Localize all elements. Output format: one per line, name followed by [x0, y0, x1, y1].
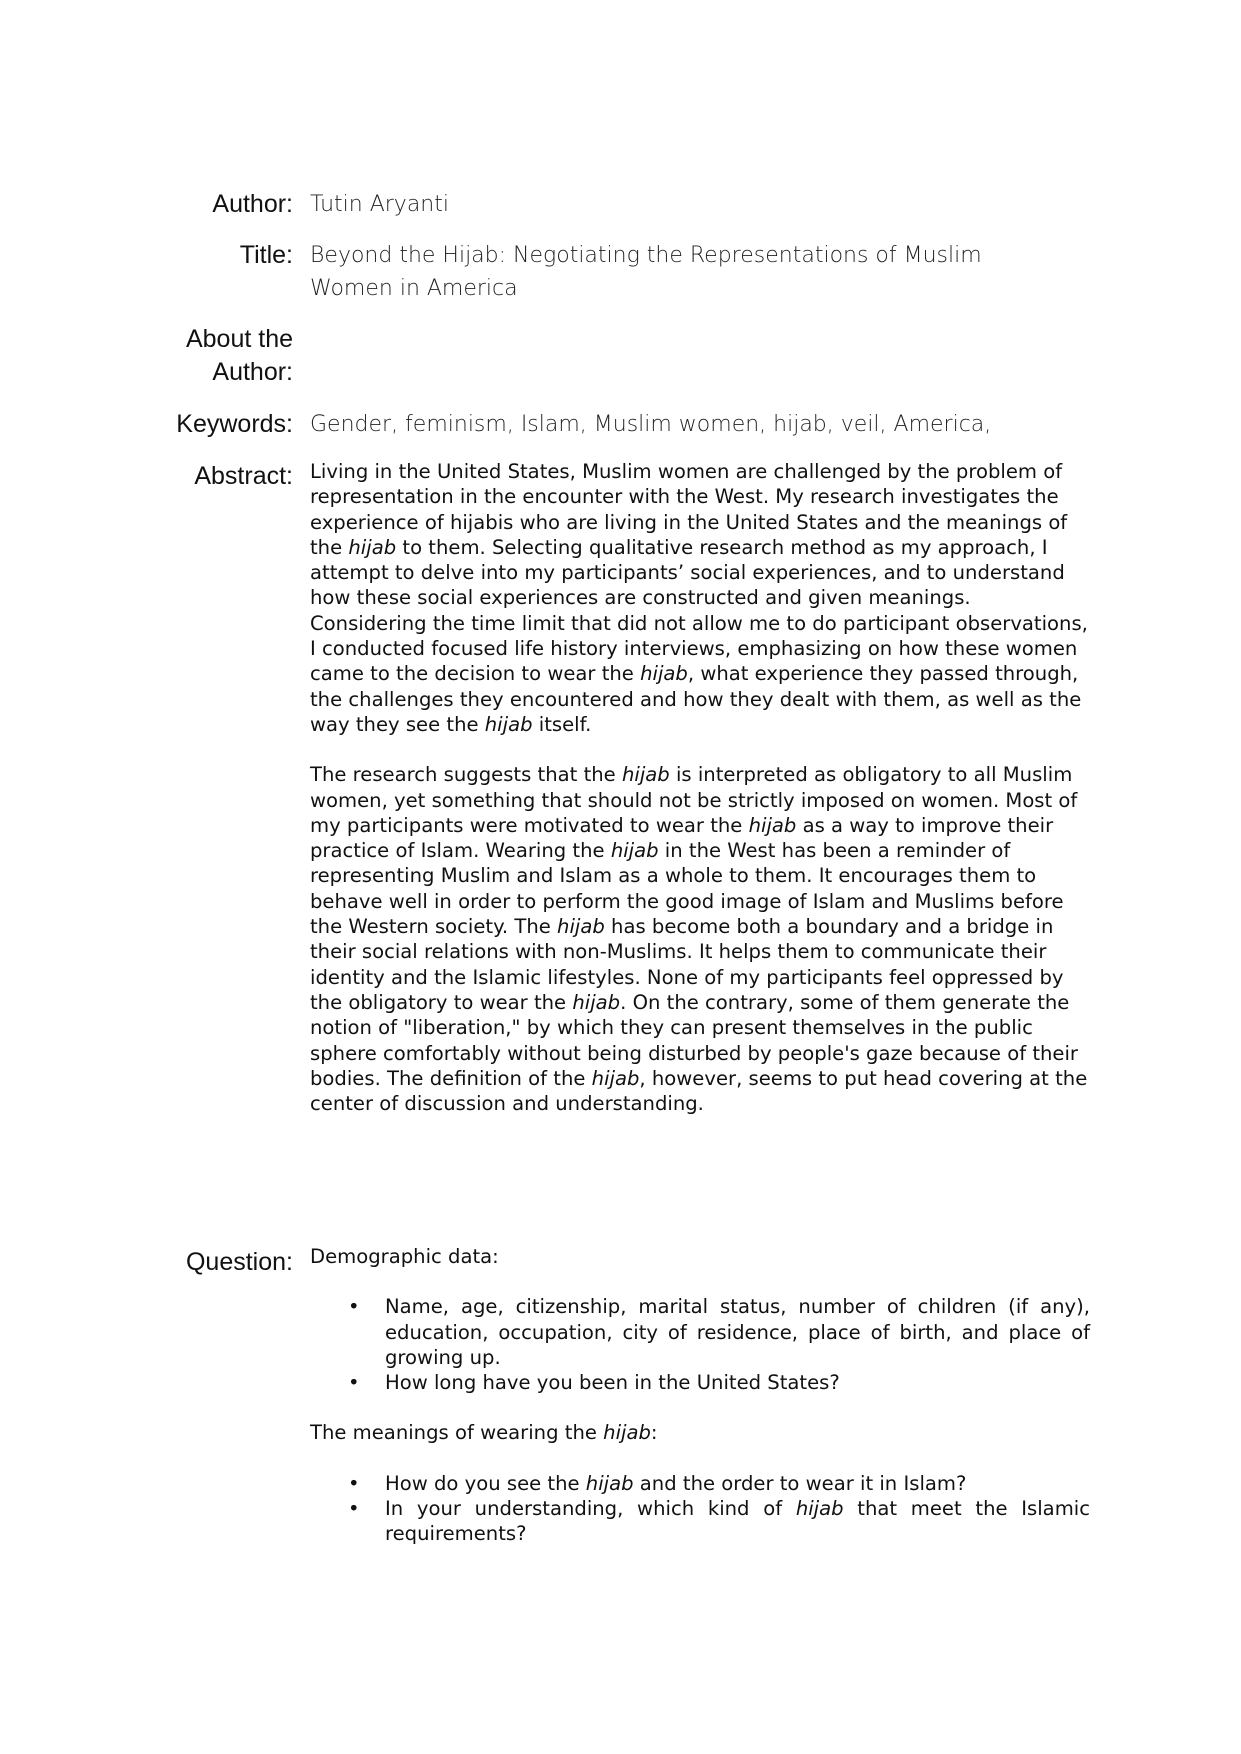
author-value: Tutin Aryanti [310, 192, 449, 217]
about-author-label-line-1: About the [185, 325, 293, 353]
hijab-emphasis: hijab [610, 839, 659, 863]
abstract-paragraph-1: Living in the United States, Muslim women are challenged by the problem of representation in the encounter with the West. My research investigates the experience of hijabis who are living in the United States and the meanings of the hijab to them. Selecting qualitative research method as my approach, I attempt to delve into my participants’ social experiences, and to understand how these social experiences are constructed and given meanings. Considering the time limit that did not allow me to do participant observations, I conducted focused life history interviews, emphasizing on how these women came to the decision to wear the hijab, what experience they passed through, the challenges they encountered and how they dealt with them, as well as the way they see the hijab itself. [310, 460, 1088, 736]
demographic-heading: Demographic data: [310, 1245, 499, 1268]
title-value [310, 239, 1090, 305]
list-item: • How long have you been in the United States? [310, 1370, 1090, 1395]
hijab-emphasis: hijab [621, 763, 670, 787]
list-item: • In your understanding, which kind of hijab that meet the Islamic requirements? [310, 1496, 1090, 1547]
list-item: • Name, age, citizenship, marital status, number of children (if any), education, occupation, city of residence, place of birth, and place of growing up. [310, 1294, 1090, 1370]
keywords-label: Keywords: [176, 410, 293, 438]
question-body [310, 1244, 1090, 1547]
title-label: Title: [239, 241, 293, 269]
hijab-emphasis: hijab [572, 990, 621, 1014]
hijab-emphasis: hijab [603, 1421, 651, 1445]
hijab-emphasis: hijab [795, 1497, 844, 1521]
hijab-emphasis: hijab [591, 1066, 640, 1090]
question-label: Question: [185, 1248, 293, 1276]
author-label: Author: [212, 190, 293, 218]
title-line-1: Beyond the Hijab: Negotiating the Representations of Muslim [310, 243, 982, 268]
hijab-emphasis: hijab [484, 712, 533, 736]
title-line-2: Women in America [310, 276, 518, 301]
demographic-list [310, 1294, 1090, 1395]
meanings-heading: The meanings of wearing the hijab: [310, 1421, 658, 1445]
meanings-list [310, 1471, 1090, 1547]
abstract-paragraph-2: The research suggests that the hijab is interpreted as obligatory to all Muslim women, yet something that should not be strictly imposed on women. Most of my participants were motivated to wear the hijab as a way to improve their practice of Islam. Wearing the hijab in the West has been a reminder of representing Muslim and Islam as a whole to them. It encourages them to behave well in order to perform the good image of Islam and Muslims before the Western society. The hijab has become both a boundary and a bridge in their social relations with non-Muslims. It helps them to communicate their identity and the Islamic lifestyles. None of my participants feel oppressed by the obligatory to wear the hijab. On the contrary, some of them generate the notion of "liberation," by which they can present themselves in the public sphere comfortably without being disturbed by people's gaze because of their bodies. The definition of the hijab, however, seems to put head covering at the center of discussion and understanding. [310, 763, 1088, 1116]
abstract-label: Abstract: [194, 462, 293, 490]
abstract-body [310, 459, 1090, 1116]
hijab-emphasis: hijab [748, 813, 797, 837]
hijab-emphasis: hijab [348, 535, 397, 559]
hijab-emphasis: hijab [640, 662, 688, 686]
about-author-label [186, 323, 293, 389]
keywords-value: Gender, feminism, Islam, Muslim women, hijab, veil, America, [310, 412, 992, 437]
list-item: • How do you see the hijab and the order to wear it in Islam? [310, 1471, 1090, 1496]
hijab-emphasis: hijab [557, 915, 605, 939]
hijab-emphasis: hijab [585, 1471, 634, 1495]
about-author-label-line-2: Author: [212, 358, 293, 386]
